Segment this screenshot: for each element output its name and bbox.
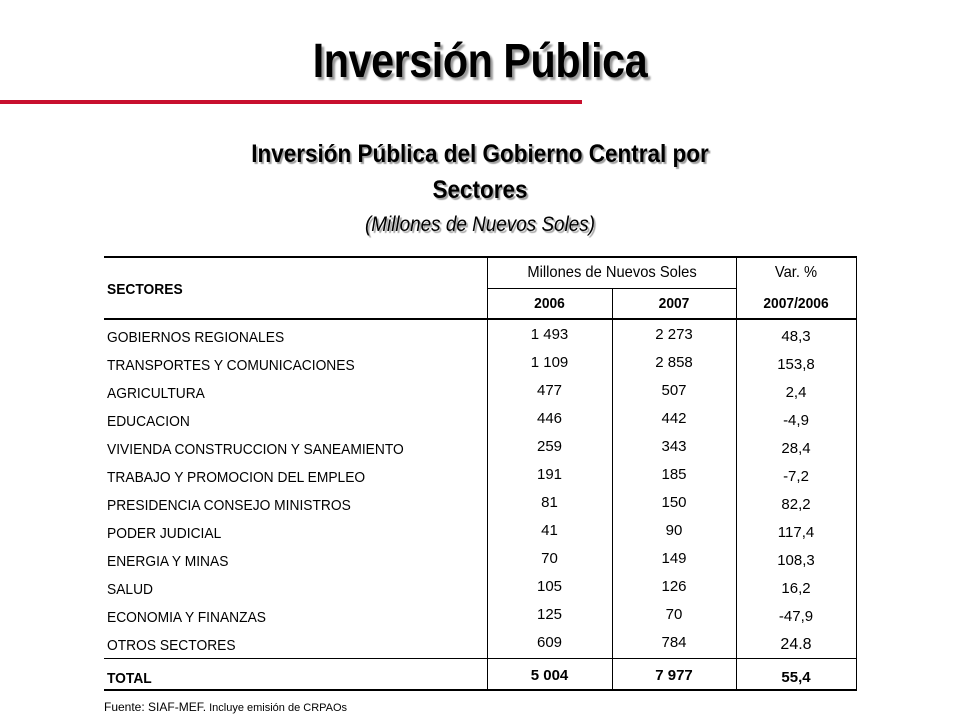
sector-name: PRESIDENCIA CONSEJO MINISTROS — [107, 497, 351, 514]
table-row — [0, 349, 960, 377]
value-2006: 125 — [536, 606, 563, 623]
value-2007: 784 — [661, 634, 687, 651]
table-row — [0, 601, 960, 629]
value-2007: 507 — [661, 382, 687, 399]
table-row — [0, 517, 960, 545]
total-label: TOTAL — [107, 670, 152, 687]
table-row — [0, 461, 960, 489]
table-row — [0, 405, 960, 433]
table-units: (Millones de Nuevos Soles) — [364, 213, 596, 236]
table-title-line2: Sectores — [432, 176, 528, 204]
value-2006: 259 — [536, 438, 563, 455]
header-millones: Millones de Nuevos Soles — [527, 264, 697, 281]
value-2006: 41 — [541, 522, 558, 539]
value-var: 24.8 — [780, 636, 812, 653]
value-2006: 191 — [536, 466, 563, 483]
header-sectores: SECTORES — [107, 281, 183, 298]
value-var: 82,2 — [781, 496, 811, 513]
header-2007: 2007 — [658, 295, 690, 312]
value-2006: 477 — [536, 382, 563, 399]
value-2007: 2 858 — [655, 354, 693, 371]
value-2006: 70 — [541, 550, 558, 567]
value-2007: 343 — [661, 438, 687, 455]
value-2006: 105 — [536, 578, 563, 595]
sector-name: TRABAJO Y PROMOCION DEL EMPLEO — [107, 469, 366, 486]
table-row — [0, 433, 960, 461]
value-2007: 149 — [661, 550, 687, 567]
value-var: -7,2 — [783, 468, 809, 485]
value-2006: 81 — [541, 494, 558, 511]
title-underline — [0, 100, 582, 104]
value-2006: 446 — [536, 410, 563, 427]
table-row — [0, 377, 960, 405]
sector-name: ECONOMIA Y FINANZAS — [107, 609, 267, 626]
footnote — [104, 700, 347, 714]
total-var: 55,4 — [781, 669, 811, 686]
table-row — [0, 573, 960, 601]
table-top-rule — [104, 256, 857, 258]
footnote-note: Incluye emisión de CRPAOs — [209, 702, 348, 714]
value-var: 153,8 — [777, 356, 815, 373]
table-row — [0, 321, 960, 349]
table-row — [0, 629, 960, 657]
sector-name: VIVIENDA CONSTRUCCION Y SANEAMIENTO — [107, 441, 404, 458]
value-var: 48,3 — [781, 328, 811, 345]
header-var: Var. % — [774, 264, 818, 281]
sector-name: SALUD — [107, 581, 154, 598]
value-2007: 70 — [665, 606, 683, 623]
sector-name: TRANSPORTES Y COMUNICACIONES — [107, 357, 355, 374]
value-2007: 2 273 — [655, 326, 693, 343]
value-2007: 90 — [665, 522, 683, 539]
body-bottom-rule — [104, 658, 857, 659]
value-var: 2,4 — [785, 384, 807, 401]
footnote-source: Fuente: SIAF-MEF. — [104, 700, 207, 714]
total-2007: 7 977 — [655, 667, 693, 684]
header-var-period: 2007/2006 — [763, 295, 829, 312]
table-total-row — [0, 662, 960, 690]
header-bottom-rule — [104, 318, 857, 320]
value-var: 108,3 — [777, 552, 815, 569]
sector-name: OTROS SECTORES — [107, 637, 236, 654]
table-row — [0, 489, 960, 517]
value-2006: 1 109 — [530, 354, 569, 371]
total-2006: 5 004 — [530, 667, 569, 684]
value-var: 117,4 — [777, 524, 815, 541]
value-var: 16,2 — [781, 580, 811, 597]
value-var: -4,9 — [783, 412, 809, 429]
sector-name: AGRICULTURA — [107, 385, 205, 402]
sector-name: GOBIERNOS REGIONALES — [107, 329, 285, 346]
value-2007: 442 — [661, 410, 687, 427]
sector-name: PODER JUDICIAL — [107, 525, 222, 542]
value-2007: 150 — [661, 494, 687, 511]
table-title-line1: Inversión Pública del Gobierno Central por — [251, 140, 709, 168]
value-2006: 609 — [536, 634, 563, 651]
table-row — [0, 545, 960, 573]
value-var: 28,4 — [781, 440, 811, 457]
sector-name: EDUCACION — [107, 413, 190, 430]
value-2006: 1 493 — [530, 326, 569, 343]
page-title: Inversión Pública — [312, 35, 648, 88]
value-2007: 126 — [661, 578, 687, 595]
sector-name: ENERGIA Y MINAS — [107, 553, 229, 570]
header-2006: 2006 — [534, 295, 565, 312]
value-2007: 185 — [661, 466, 687, 483]
value-var: -47,9 — [778, 608, 814, 625]
